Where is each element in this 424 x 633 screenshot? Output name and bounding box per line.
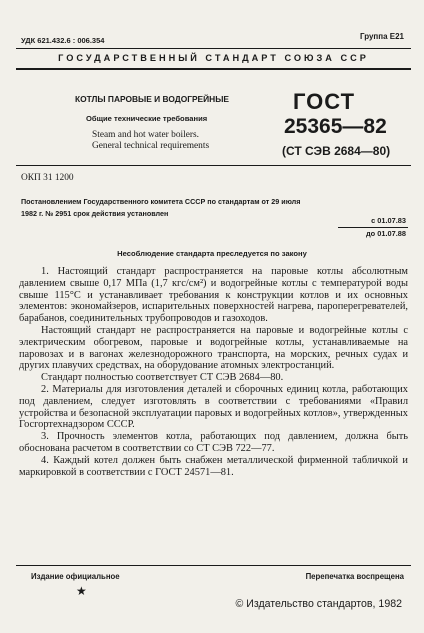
standard-subtitle: Общие технические требования xyxy=(86,114,208,123)
st-sev-compliance: Стандарт полностью соответствует СТ СЭВ 2684—80. xyxy=(41,372,284,384)
st-sev-reference: (СТ СЭВ 2684—80) xyxy=(282,144,391,158)
decree-line1: Постановлением Государственного комитета СССР по стандартам от 29 июля xyxy=(21,197,301,206)
validity-from: с 01.07.83 xyxy=(371,216,406,225)
standard-title: КОТЛЫ ПАРОВЫЕ И ВОДОГРЕЙНЫЕ xyxy=(75,94,229,104)
gost-number: 25365—82 xyxy=(284,115,387,138)
validity-divider xyxy=(338,227,408,228)
scope-exclusions: Настоящий стандарт не распространяется на паровые и водогрейные котлы с электрическим обогревом, паровые и водогрейные котлы, устанавливаемые на паровозах и в вагонах железнодорожного транспорта, на морских, речных судах и других плавучих средствах, на оборудование атомных электростанций. xyxy=(19,324,408,372)
english-title xyxy=(92,130,209,152)
clause-3: 3. Прочность элементов котла, работающих под давлением, должна быть обоснована расчетом в соответствии со СТ СЭВ 722—77. xyxy=(19,431,408,454)
footer-rule xyxy=(16,565,411,566)
official-edition: Издание официальное xyxy=(31,572,120,581)
publisher-copyright: © Издательство стандартов, 1982 xyxy=(235,598,402,610)
reprint-prohibited: Перепечатка воспрещена xyxy=(305,572,404,581)
star-icon: ★ xyxy=(76,584,87,598)
validity-to: до 01.07.88 xyxy=(365,229,406,238)
english-title-line1: Steam and hot water boilers. xyxy=(92,130,200,140)
title-rule xyxy=(16,165,411,166)
gost-label: ГОСТ xyxy=(293,89,356,114)
clause-1: 1. Настоящий стандарт распространяется на паровые котлы абсолютным давлением свыше 0,17 МПа (1,7 кгс/см²) и водогрейные котлы с температурой воды свыше 115°С и устанавливает требования к конструкции котлов и их основных элементов: экономайзеров, испарительных поверхностей нагрева, пароперегревателей, барабанов, соединительных трубопроводов и газоходов. xyxy=(19,266,408,325)
okp-code: ОКП 31 1200 xyxy=(21,173,74,183)
english-title-line2: General technical requirements xyxy=(92,141,210,151)
state-standard-heading: ГОСУДАРСТВЕННЫЙ СТАНДАРТ СОЮЗА ССР xyxy=(58,53,369,63)
top-rule-thick xyxy=(16,68,411,70)
decree-text xyxy=(21,196,408,220)
legal-warning: Несоблюдение стандарта преследуется по закону xyxy=(117,249,307,258)
udk-code: УДК 621.432.6 : 006.354 xyxy=(21,36,105,45)
decree-line2: 1982 г. № 2951 срок действия установлен xyxy=(21,209,169,218)
standard-body-text xyxy=(19,266,408,478)
clause-4: 4. Каждый котел должен быть снабжен металлической фирменной табличкой и маркировкой в соответствии с ГОСТ 24571—81. xyxy=(19,454,408,478)
top-rule-thin xyxy=(16,48,411,49)
clause-2: 2. Материалы для изготовления деталей и сборочных единиц котла, работающих под давлением, следует изготовлять в соответствии с требованиями «Правил устройства и безопасной эксплуатации паровых и водогрейных котлов», утвержденных Госгортехнадзором СССР. xyxy=(19,383,408,431)
group-code: Группа Е21 xyxy=(359,32,404,41)
